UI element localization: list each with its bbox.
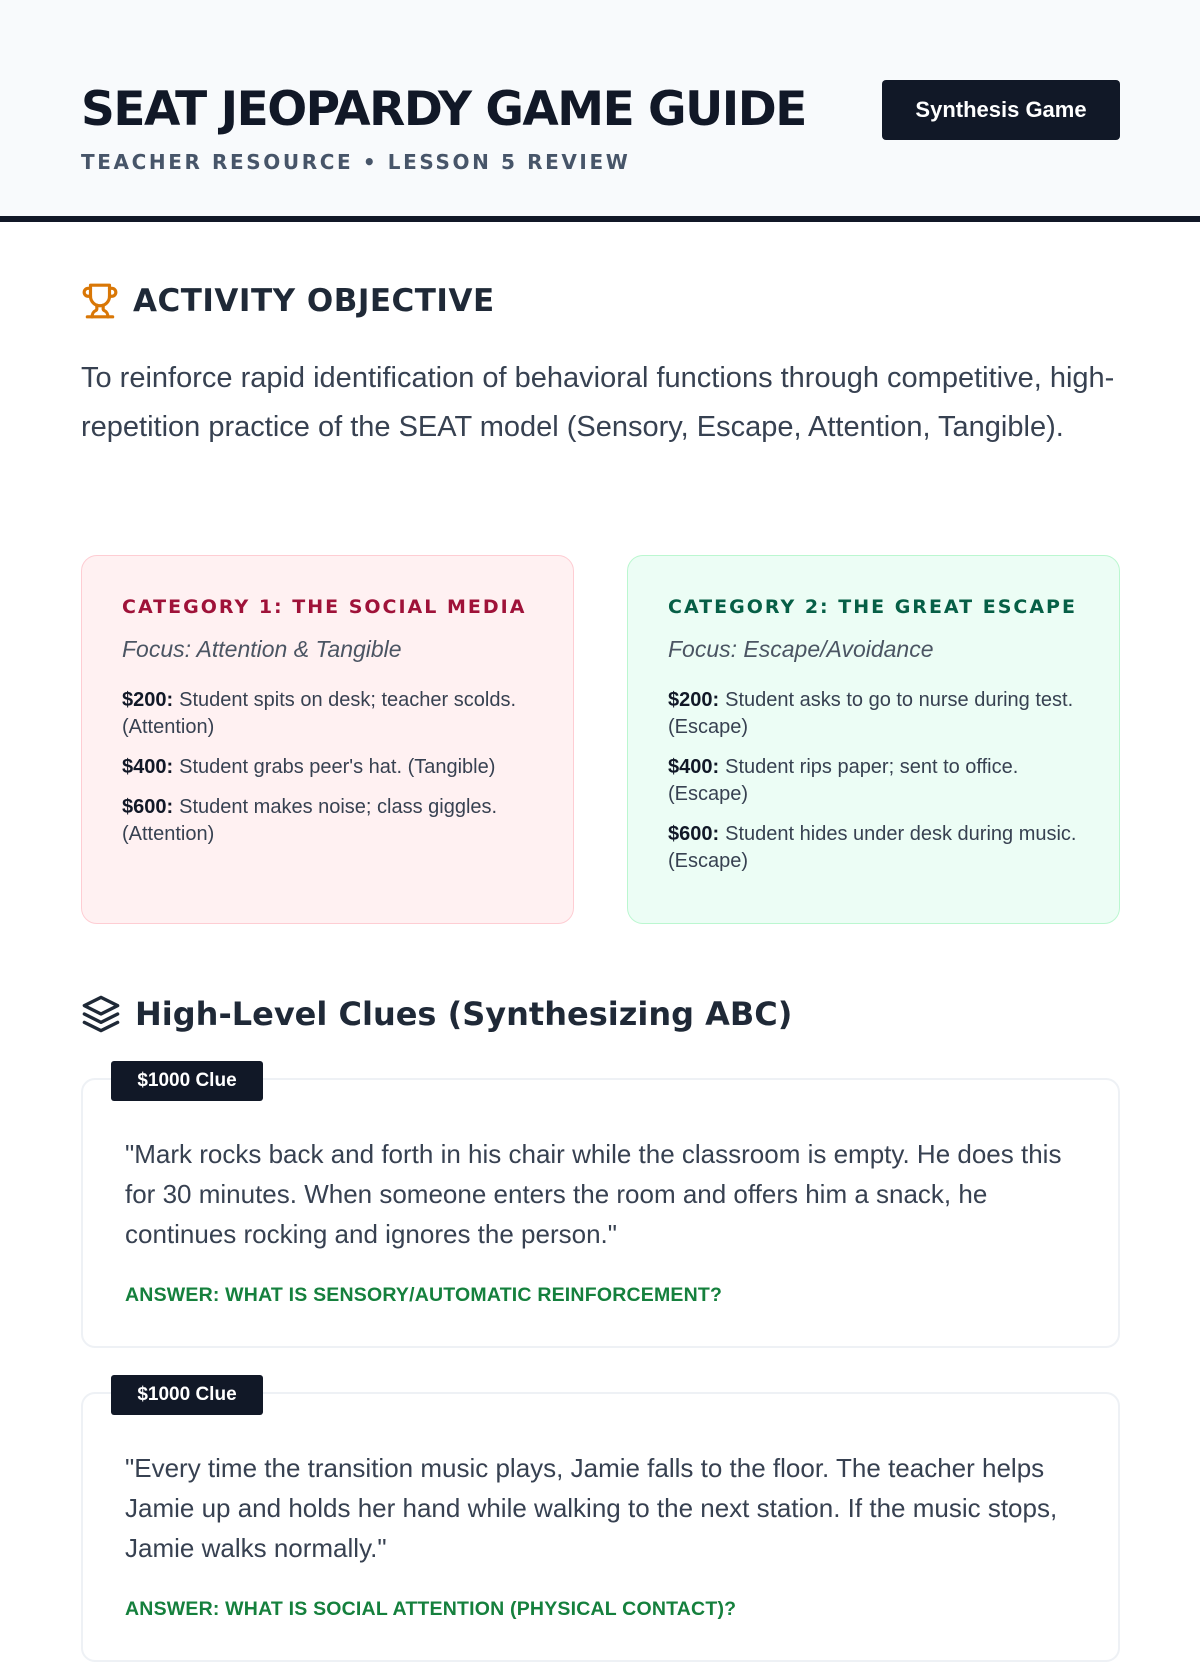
high-level-heading [81,994,792,1034]
clue-text: Student rips paper; sent to office. (Escape) [668,756,1019,805]
clue-answer: ANSWER: WHAT IS SOCIAL ATTENTION (PHYSICAL CONTACT)? [125,1598,737,1620]
category-card-2 [627,555,1120,924]
category-clue-list [668,687,1079,875]
category-focus: Focus: Escape/Avoidance [668,636,934,662]
clue-amount: $400: [122,756,174,778]
clue-amount: $600: [668,823,720,845]
clue-text: Student hides under desk during music. (Escape) [668,823,1077,872]
clue-amount: $200: [668,689,720,711]
clue-value-badge: $1000 Clue [111,1375,263,1415]
clue-text: Student asks to go to nurse during test. (Escape) [668,689,1074,738]
category-focus: Focus: Attention & Tangible [122,636,402,662]
category-title: CATEGORY 1: THE SOCIAL MEDIA [122,596,527,618]
clue-amount: $400: [668,756,720,778]
clue-text: Student spits on desk; teacher scolds. (Attention) [122,689,517,738]
layers-icon [81,994,121,1034]
clue-question: "Every time the transition music plays, Jamie falls to the floor. The teacher helps Jamie up and holds her hand while walking to the next station. If the music stops, Jamie walks normally." [125,1453,1058,1563]
category-title: CATEGORY 2: THE GREAT ESCAPE [668,596,1077,618]
clue-amount: $200: [122,689,174,711]
clue-text: Student makes noise; class giggles. (Attention) [122,796,498,845]
list-item [668,821,1079,875]
trophy-icon [81,282,119,320]
objective-text: To reinforce rapid identification of behavioral functions through competitive, high-repetition practice of the SEAT model (Sensory, Escape, Attention, Tangible). [81,362,1115,443]
objective-heading [81,282,495,320]
clue-text: Student grabs peer's hat. (Tangible) [179,756,496,778]
list-item [122,687,533,741]
page-header [0,0,1200,222]
list-item [122,754,533,781]
clue-card-1 [81,1070,1120,1348]
synthesis-game-badge: Synthesis Game [882,80,1120,140]
high-level-heading-label: High-Level Clues (Synthesizing ABC) [135,995,793,1033]
list-item [668,754,1079,808]
category-clue-list [122,687,533,848]
list-item [668,687,1079,741]
clue-amount: $600: [122,796,174,818]
page-title: SEAT JEOPARDY GAME GUIDE [81,82,806,137]
list-item [122,794,533,848]
objective-heading-label: ACTIVITY OBJECTIVE [133,283,495,319]
clue-card-2 [81,1384,1120,1662]
category-card-1 [81,555,574,924]
clue-value-badge: $1000 Clue [111,1061,263,1101]
clue-question: "Mark rocks back and forth in his chair while the classroom is empty. He does this for 30 minutes. When someone enters the room and offers him a snack, he continues rocking and ignores the person." [125,1139,1062,1249]
page-subtitle: TEACHER RESOURCE • LESSON 5 REVIEW [81,150,631,174]
clue-answer: ANSWER: WHAT IS SENSORY/AUTOMATIC REINFORCEMENT? [125,1284,723,1306]
